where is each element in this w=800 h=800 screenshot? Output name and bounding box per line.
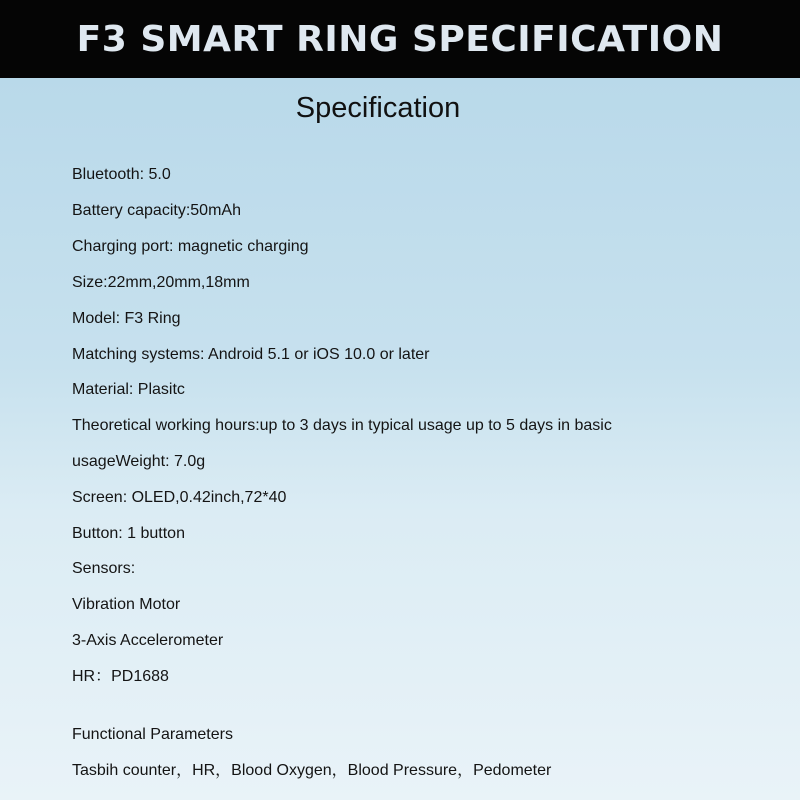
- spec-hr-sensor: HR：PD1688: [72, 668, 169, 685]
- specification-heading: Specification: [295, 92, 461, 124]
- spec-model: Model: F3 Ring: [72, 310, 181, 327]
- spec-material: Material: Plasitc: [72, 381, 185, 398]
- functional-parameters-list: Tasbih counter，HR，Blood Oxygen，Blood Pressure，Pedometer: [72, 762, 552, 779]
- spec-sensors-label: Sensors:: [72, 560, 136, 577]
- spec-screen: Screen: OLED,0.42inch,72*40: [72, 489, 287, 506]
- spec-charging-port: Charging port: magnetic charging: [72, 238, 309, 255]
- functional-parameters-heading: Functional Parameters: [72, 726, 233, 743]
- spec-vibration-motor: Vibration Motor: [72, 596, 181, 613]
- title-banner: [0, 0, 800, 78]
- spec-size: Size:22mm,20mm,18mm: [72, 274, 250, 291]
- spec-matching-systems: Matching systems: Android 5.1 or iOS 10.0 or later: [72, 346, 430, 363]
- banner-title: F3 SMART RING SPECIFICATION: [76, 18, 724, 60]
- spec-working-hours: Theoretical working hours:up to 3 days in typical usage up to 5 days in basic: [72, 417, 612, 434]
- spec-accelerometer: 3-Axis Accelerometer: [72, 632, 224, 649]
- spec-panel: [0, 78, 800, 800]
- spec-bluetooth: Bluetooth: 5.0: [72, 166, 171, 183]
- spec-battery-capacity: Battery capacity:50mAh: [72, 202, 241, 219]
- spec-button: Button: 1 button: [72, 525, 185, 542]
- spec-usage-weight: usageWeight: 7.0g: [72, 453, 206, 470]
